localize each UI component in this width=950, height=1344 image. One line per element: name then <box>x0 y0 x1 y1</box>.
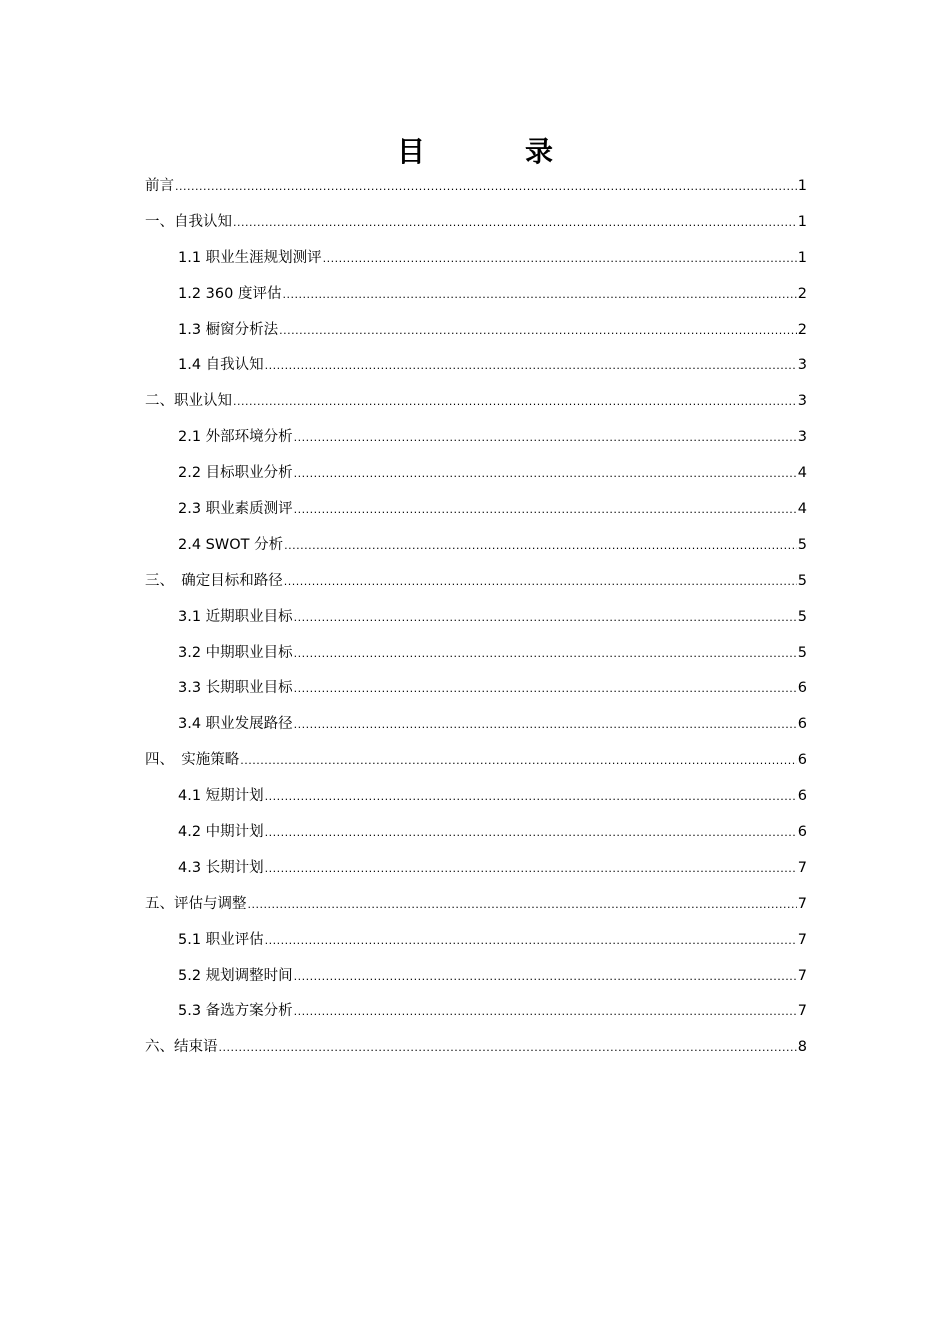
toc-entry-page-number: 1 <box>797 213 807 230</box>
toc-entry[interactable] <box>145 923 807 959</box>
toc-entry-label: 五、评估与调整 <box>145 895 247 912</box>
toc-entry-page-number: 7 <box>797 967 807 984</box>
toc-entry[interactable] <box>145 277 807 313</box>
toc-entry[interactable] <box>145 815 807 851</box>
toc-dot-leader <box>219 1030 797 1066</box>
toc-entry[interactable] <box>145 348 807 384</box>
toc-entry-page-number: 2 <box>797 285 807 302</box>
toc-entry-label: 3.1 近期职业目标 <box>178 608 293 625</box>
toc-entry[interactable] <box>145 205 807 241</box>
toc-entry[interactable] <box>145 959 807 995</box>
toc-entry-label: 5.2 规划调整时间 <box>178 967 293 984</box>
toc-entry-label: 3.2 中期职业目标 <box>178 644 293 661</box>
toc-entry-page-number: 4 <box>797 501 807 518</box>
toc-entry[interactable] <box>145 707 807 743</box>
toc-dot-leader <box>240 743 797 779</box>
toc-dot-leader <box>265 923 797 959</box>
toc-entry-label: 2.4 SWOT 分析 <box>178 536 284 553</box>
toc-dot-leader <box>233 205 797 241</box>
toc-entry[interactable] <box>145 492 807 528</box>
toc-entry-page-number: 2 <box>797 321 807 338</box>
toc-entry-page-number: 6 <box>797 788 807 805</box>
toc-entry-page-number: 6 <box>797 824 807 841</box>
toc-entry-label: 3.4 职业发展路径 <box>178 716 293 733</box>
toc-entry-label: 5.3 备选方案分析 <box>178 1003 293 1020</box>
toc-dot-leader <box>294 492 797 528</box>
toc-entry[interactable] <box>145 600 807 636</box>
toc-entry[interactable] <box>145 420 807 456</box>
toc-dot-leader <box>294 671 797 707</box>
toc-entry-label: 5.1 职业评估 <box>178 931 264 948</box>
toc-entry-page-number: 7 <box>797 1003 807 1020</box>
toc-dot-leader <box>233 384 797 420</box>
toc-dot-leader <box>294 959 797 995</box>
toc-entry[interactable] <box>145 456 807 492</box>
toc-entry-page-number: 8 <box>797 1039 807 1056</box>
toc-entry-label: 六、结束语 <box>145 1039 218 1056</box>
toc-dot-leader <box>294 420 797 456</box>
toc-dot-leader <box>294 600 797 636</box>
toc-entry[interactable] <box>145 313 807 349</box>
table-of-contents <box>145 169 807 1066</box>
toc-entry[interactable] <box>145 994 807 1030</box>
toc-entry-page-number: 6 <box>797 716 807 733</box>
toc-entry[interactable] <box>145 743 807 779</box>
toc-dot-leader <box>265 851 797 887</box>
toc-dot-leader <box>265 779 797 815</box>
toc-entry-page-number: 4 <box>797 465 807 482</box>
toc-entry-label: 三、 确定目标和路径 <box>145 572 283 589</box>
toc-entry-page-number: 5 <box>797 536 807 553</box>
toc-entry-label: 1.2 360 度评估 <box>178 285 282 302</box>
toc-dot-leader <box>294 994 797 1030</box>
toc-dot-leader <box>282 277 796 313</box>
toc-entry-label: 3.3 长期职业目标 <box>178 680 293 697</box>
toc-entry[interactable] <box>145 671 807 707</box>
toc-dot-leader <box>284 528 797 564</box>
toc-entry-page-number: 7 <box>797 859 807 876</box>
toc-dot-leader <box>248 887 797 923</box>
toc-entry[interactable] <box>145 564 807 600</box>
toc-dot-leader <box>294 636 797 672</box>
toc-entry-label: 4.2 中期计划 <box>178 824 264 841</box>
toc-title: 目 录 <box>396 135 589 168</box>
toc-entry-label: 2.1 外部环境分析 <box>178 429 293 446</box>
toc-entry-label: 1.1 职业生涯规划测评 <box>178 249 322 266</box>
toc-entry-label: 四、 实施策略 <box>145 752 240 769</box>
toc-entry[interactable] <box>145 636 807 672</box>
toc-entry-label: 4.1 短期计划 <box>178 788 264 805</box>
toc-entry[interactable] <box>145 241 807 277</box>
toc-entry[interactable] <box>145 1030 807 1066</box>
toc-entry-page-number: 3 <box>797 393 807 410</box>
toc-entry-page-number: 3 <box>797 357 807 374</box>
toc-entry-page-number: 1 <box>797 178 807 194</box>
toc-dot-leader <box>323 241 797 277</box>
toc-entry-page-number: 7 <box>797 931 807 948</box>
toc-entry[interactable] <box>145 887 807 923</box>
toc-entry-label: 4.3 长期计划 <box>178 859 264 876</box>
toc-entry-label: 一、自我认知 <box>145 213 232 230</box>
toc-entry-page-number: 5 <box>797 608 807 625</box>
toc-dot-leader <box>265 348 797 384</box>
toc-entry-label: 2.3 职业素质测评 <box>178 501 293 518</box>
toc-dot-leader <box>279 313 797 349</box>
toc-entry[interactable] <box>145 851 807 887</box>
toc-dot-leader <box>284 564 797 600</box>
toc-dot-leader <box>294 456 797 492</box>
toc-entry-label: 二、职业认知 <box>145 393 232 410</box>
toc-entry-page-number: 6 <box>797 680 807 697</box>
toc-entry-label: 2.2 目标职业分析 <box>178 465 293 482</box>
toc-entry-label: 1.3 橱窗分析法 <box>178 321 279 338</box>
toc-entry-page-number: 3 <box>797 429 807 446</box>
toc-dot-leader <box>175 169 797 205</box>
toc-entry[interactable] <box>145 384 807 420</box>
toc-entry-page-number: 7 <box>797 895 807 912</box>
toc-entry[interactable] <box>145 528 807 564</box>
toc-entry-page-number: 5 <box>797 572 807 589</box>
toc-dot-leader <box>294 707 797 743</box>
toc-dot-leader <box>265 815 797 851</box>
toc-entry-label: 1.4 自我认知 <box>178 357 264 374</box>
toc-entry-page-number: 1 <box>797 249 807 266</box>
toc-entry-page-number: 6 <box>797 752 807 769</box>
toc-entry-label: 前言 <box>145 178 174 194</box>
toc-entry-page-number: 5 <box>797 644 807 661</box>
toc-entry[interactable] <box>145 169 807 205</box>
toc-entry[interactable] <box>145 779 807 815</box>
